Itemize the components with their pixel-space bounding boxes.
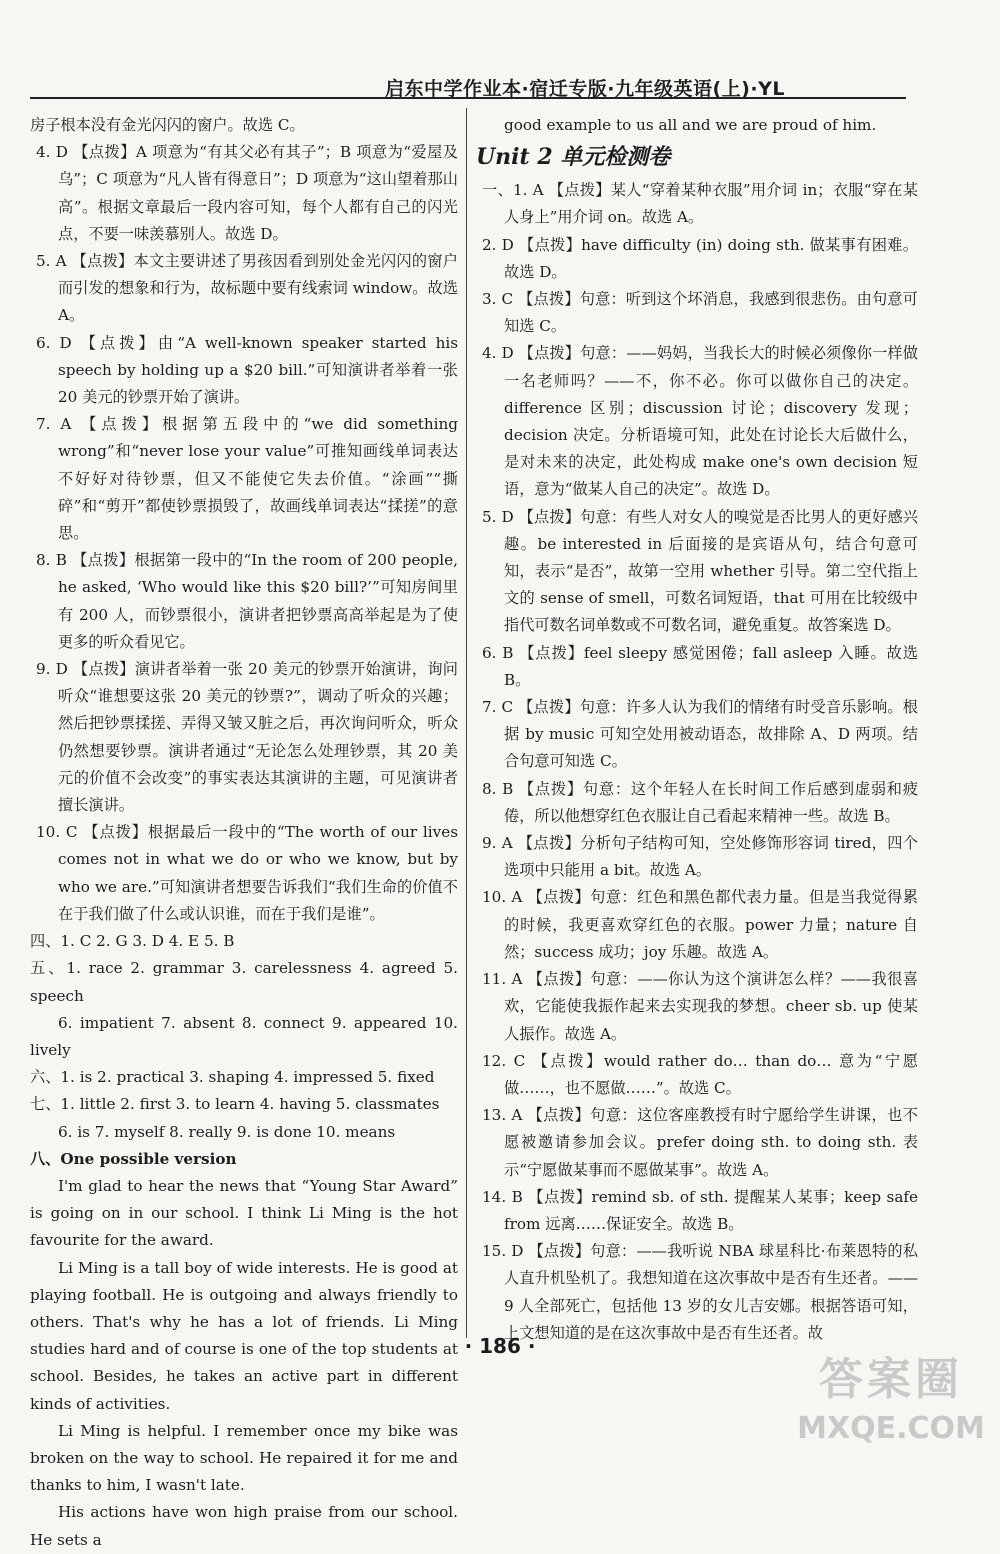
- answer-section-7: 七、1. little 2. first 3. to learn 4. having 5. classmates: [30, 1095, 440, 1114]
- column-divider: [466, 108, 467, 1338]
- essay-paragraph: His actions have won high praise from our school. He sets a: [30, 1503, 458, 1549]
- answer-item: 4. D 【点拨】句意：——妈妈，当我长大的时候必须像你一样做一名老师吗？——不，你不必。你可以做你自己的决定。difference 区别；discussion 讨论；discovery 发现；decision 决定。分析语境可知，此处在讨论长大后做什么，是对未来的决定，此处构成 make one's own decision 短语，意为“做某人自己的决定”。故选 D。: [482, 344, 918, 499]
- answer-item: 5. D 【点拨】句意：有些人对女人的嗅觉是否比男人的更好感兴趣。be interested in 后面接的是宾语从句，结合句意可知，表示“是否”，故第一空用 whether 引导。第二空代指上文的 sense of smell，可数名词短语，that 可用在比较级中指代可数名词单数或不可数名词，避免重复。故答案选 D。: [482, 507, 918, 635]
- answer-item: 6. B 【点拨】feel sleepy 感觉困倦；fall asleep 入睡。故选 B。: [482, 643, 918, 689]
- answer-item: 14. B 【点拨】remind sb. of sth. 提醒某人某事；keep safe from 远离……保证安全。故选 B。: [482, 1187, 918, 1233]
- answer-section-6: 六、1. is 2. practical 3. shaping 4. impressed 5. fixed: [30, 1068, 435, 1087]
- answer-item: 10. C 【点拨】根据最后一段中的“The worth of our lives comes not in what we do or who we know, but by who we are.”可知演讲者想要告诉我们“我们生命的价值不在于我们做了什么或认识谁，而在于我们是谁”。: [36, 823, 458, 923]
- answer-item: 15. D 【点拨】句意：——我听说 NBA 球星科比·布莱恩特的私人直升机坠机了。我想知道在这次事故中是否有生还者。——9 人全部死亡，包括他 13 岁的女儿吉安娜。根据答语可知，上文想知道的是在这次事故中是否有生还者。故: [482, 1242, 918, 1342]
- answer-item: 10. A 【点拨】句意：红色和黑色都代表力量。但是当我觉得累的时候，我更喜欢穿红色的衣服。power 力量；nature 自然；success 成功；joy 乐趣。故选 A。: [482, 888, 918, 961]
- running-header: 启东中学作业本·宿迁专版·九年级英语(上)·YL: [385, 78, 785, 100]
- unit-heading: Unit 2 单元检测卷: [476, 144, 671, 171]
- answer-item: 3. C 【点拨】句意：听到这个坏消息，我感到很悲伤。由句意可知选 C。: [482, 290, 918, 336]
- header-rule: [30, 97, 906, 99]
- essay-paragraph: Li Ming is a tall boy of wide interests. He is good at playing football. He is outgoing and always friendly to others. That's why he has a lot of friends. Li Ming studies hard and of course is one of the top students at school. Besides, he takes an active part in different kinds of activities.: [30, 1258, 458, 1413]
- watermark-logo: 答案圈: [819, 1354, 963, 1405]
- answer-section-5-cont: 6. impatient 7. absent 8. connect 9. appeared 10. lively: [30, 1013, 458, 1059]
- answer-item: 一、1. A 【点拨】某人“穿着某种衣服”用介词 in；衣服“穿在某人身上”用介词 on。故选 A。: [482, 181, 918, 227]
- answer-item: 7. A 【点拨】根据第五段中的“we did something wrong”和“never lose your value”可推知画线单词表达不好好对待钞票，但又不能使它失去价值。“涂画”“撕碎”和“剪开”都使钞票损毁了，故画线单词表达“揉搓”的意思。: [36, 415, 458, 543]
- answer-item: 4. D 【点拨】A 项意为“有其父必有其子”；B 项意为“爱屋及乌”；C 项意为“凡人皆有得意日”；D 项意为“这山望着那山高”。根据文章最后一段内容可知，每个人都有自己的闪光点，不要一味羡慕别人。故选 D。: [36, 143, 458, 243]
- answer-line: 房子根本没有金光闪闪的窗户。故选 C。: [30, 116, 305, 134]
- answer-item: 2. D 【点拨】have difficulty (in) doing sth. 做某事有困难。故选 D。: [482, 235, 918, 281]
- answer-item: 13. A 【点拨】句意：这位客座教授有时宁愿给学生讲课，也不愿被邀请参加会议。prefer doing sth. to doing sth. 表示“宁愿做某事而不愿做某事”。故选 A。: [482, 1106, 918, 1179]
- essay-continuation: good example to us all and we are proud of him.: [504, 116, 877, 134]
- answer-item: 5. A 【点拨】本文主要讲述了男孩因看到别处金光闪闪的窗户而引发的想象和行为，故标题中要有线索词 window。故选 A。: [36, 252, 458, 325]
- left-column: [30, 112, 458, 1554]
- answer-section-5: 五、1. race 2. grammar 3. carelessness 4. agreed 5. speech: [30, 959, 458, 1005]
- answer-section-4: 四、1. C 2. G 3. D 4. E 5. B: [30, 932, 235, 951]
- answer-item: 9. D 【点拨】演讲者举着一张 20 美元的钞票开始演讲，询问听众“谁想要这张 20 美元的钞票?”，调动了听众的兴趣；然后把钞票揉搓、弄得又皱又脏之后，再次询问听众，听众仍然想要钞票。演讲者通过“无论怎么处理钞票，其 20 美元的价值不会改变”的事实表达其演讲的主题，可见演讲者擅长演讲。: [36, 660, 458, 815]
- right-column: [476, 112, 918, 1347]
- answer-item: 11. A 【点拨】句意：——你认为这个演讲怎么样？——我很喜欢，它能使我振作起来去实现我的梦想。cheer sb. up 使某人振作。故选 A。: [482, 970, 918, 1043]
- answer-section-7-cont: 6. is 7. myself 8. really 9. is done 10. means: [58, 1122, 396, 1141]
- watermark: [796, 1351, 986, 1463]
- answer-item: 12. C 【点拨】would rather do… than do… 意为“宁愿做……，也不愿做……”。故选 C。: [482, 1051, 918, 1097]
- answer-item: 8. B 【点拨】根据第一段中的“In the room of 200 people, he asked, ‘Who would like this $20 bill?’”可知房间里有 200 人，而钞票很小，演讲者把钞票高高举起是为了使更多的听众看见它。: [36, 551, 458, 651]
- answer-item: 6. D 【点拨】由“A well-known speaker started his speech by holding up a $20 bill.”可知演讲者举着一张 20 美元的钞票开始了演讲。: [36, 333, 458, 407]
- writing-section-title: 八、One possible version: [30, 1149, 237, 1168]
- watermark-site: MXQE.COM: [797, 1411, 985, 1446]
- page-number: · 186 ·: [464, 1334, 536, 1358]
- answer-item: 8. B 【点拨】句意：这个年轻人在长时间工作后感到虚弱和疲倦，所以他想穿红色衣服让自己看起来精神一些。故选 B。: [482, 779, 918, 825]
- essay-paragraph: I'm glad to hear the news that “Young Star Award” is going on in our school. I think Li Ming is the hot favourite for the award.: [30, 1176, 458, 1250]
- answer-item: 7. C 【点拨】句意：许多人认为我们的情绪有时受音乐影响。根据 by music 可知空处用被动语态，故排除 A、D 两项。结合句意可知选 C。: [482, 698, 918, 771]
- essay-paragraph: Li Ming is helpful. I remember once my bike was broken on the way to school. He repaired it for me and thanks to him, I wasn't late.: [30, 1421, 458, 1495]
- answer-item: 9. A 【点拨】分析句子结构可知，空处修饰形容词 tired，四个选项中只能用 a bit。故选 A。: [482, 834, 918, 880]
